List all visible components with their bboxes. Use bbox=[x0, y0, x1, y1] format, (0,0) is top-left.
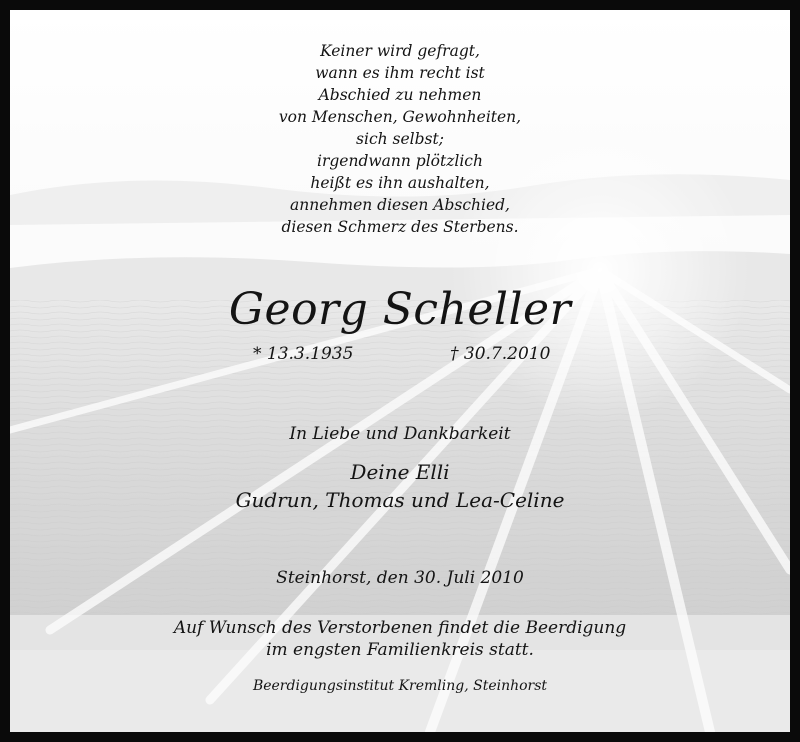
poem-line: irgendwann plötzlich bbox=[317, 152, 483, 170]
deceased-name: Georg Scheller bbox=[228, 284, 572, 335]
poem-line: wann es ihm recht ist bbox=[315, 64, 485, 82]
birth-date: * 13.3.1935 bbox=[253, 344, 354, 364]
poem-line: Abschied zu nehmen bbox=[318, 86, 482, 104]
mourners-line: Gudrun, Thomas und Lea-Celine bbox=[235, 488, 565, 512]
mourners-line: Deine Elli bbox=[350, 460, 450, 484]
mourners-intro: In Liebe und Dankbarkeit bbox=[289, 424, 511, 444]
poem-line: von Menschen, Gewohnheiten, bbox=[278, 108, 522, 126]
funeral-note-line: im engsten Familienkreis statt. bbox=[266, 640, 534, 660]
undertaker: Beerdigungsinstitut Kremling, Steinhorst bbox=[252, 678, 548, 694]
poem-line: Keiner wird gefragt, bbox=[320, 42, 480, 60]
place-date: Steinhorst, den 30. Juli 2010 bbox=[276, 568, 524, 588]
death-date: † 30.7.2010 bbox=[450, 344, 551, 364]
poem-line: sich selbst; bbox=[356, 130, 444, 148]
funeral-note-line: Auf Wunsch des Verstorbenen findet die Beerdigung bbox=[173, 618, 627, 638]
poem-line: diesen Schmerz des Sterbens. bbox=[281, 218, 519, 236]
poem-line: annehmen diesen Abschied, bbox=[290, 196, 510, 214]
poem-line: heißt es ihn aushalten, bbox=[310, 174, 490, 192]
